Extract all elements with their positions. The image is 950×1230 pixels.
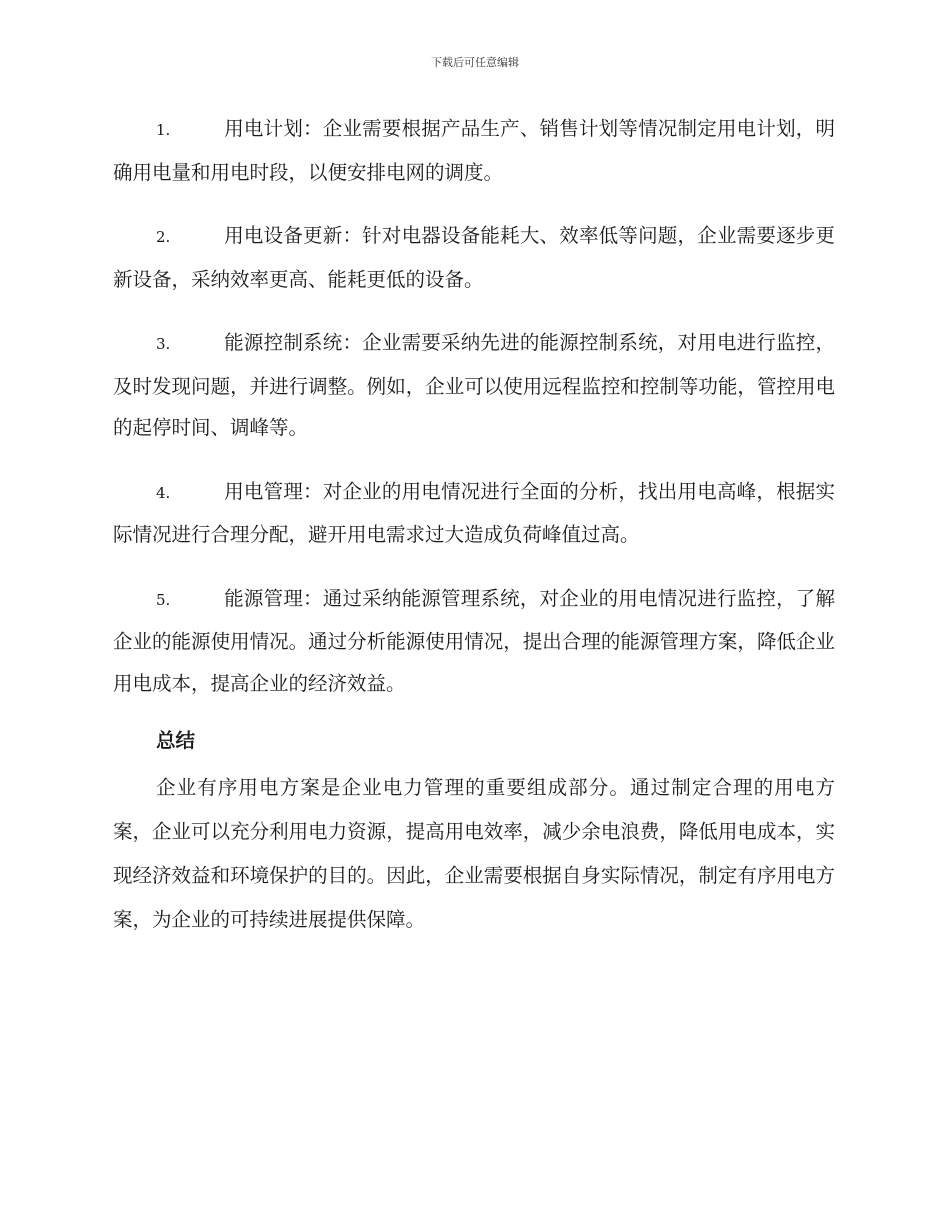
list-item-text: 能源控制系统：企业需要采纳先进的能源控制系统，对用电进行监控，及时发现问题，并进行调整。例如，企业可以使用远程监控和控制等功能，管控用电的起停时间、调峰等。	[113, 331, 835, 439]
header-note: 下载后可任意编辑	[431, 56, 519, 69]
list-item	[113, 471, 835, 556]
summary-paragraph: 企业有序用电方案是企业电力管理的重要组成部分。通过制定合理的用电方案，企业可以充分利用电力资源，提高用电效率，减少余电浪费，降低用电成本，实现经济效益和环境保护的目的。因此，企业需要根据自身实际情况，制定有序用电方案，为企业的可持续进展提供保障。	[113, 776, 835, 931]
list-item	[113, 108, 835, 193]
document-content	[113, 108, 835, 942]
list-item-number: 5.	[156, 590, 171, 609]
list-item-number: 2.	[156, 228, 171, 246]
list-item	[113, 322, 835, 449]
summary-heading: 总结	[156, 729, 196, 752]
list-item-text: 用电设备更新：针对电器设备能耗大、效率低等问题，企业需要逐步更新设备，采纳效率更高、能耗更低的设备。	[113, 224, 835, 291]
list-item-text: 用电管理：对企业的用电情况进行全面的分析，找出用电高峰，根据实际情况进行合理分配，避开用电需求过大造成负荷峰值过高。	[113, 479, 835, 546]
list-item-text: 用电计划：企业需要根据产品生产、销售计划等情况制定用电计划，明确用电量和用电时段，以便安排电网的调度。	[113, 117, 835, 184]
list-item	[113, 215, 835, 300]
list-item-number: 1.	[156, 121, 171, 139]
list-item-text: 能源管理：通过采纳能源管理系统，对企业的用电情况进行监控，了解企业的能源使用情况。通过分析能源使用情况，提出合理的能源管理方案，降低企业用电成本，提高企业的经济效益。	[113, 586, 835, 695]
list-item	[113, 578, 835, 705]
list-item-number: 4.	[156, 483, 171, 502]
list-item-number: 3.	[156, 335, 171, 353]
